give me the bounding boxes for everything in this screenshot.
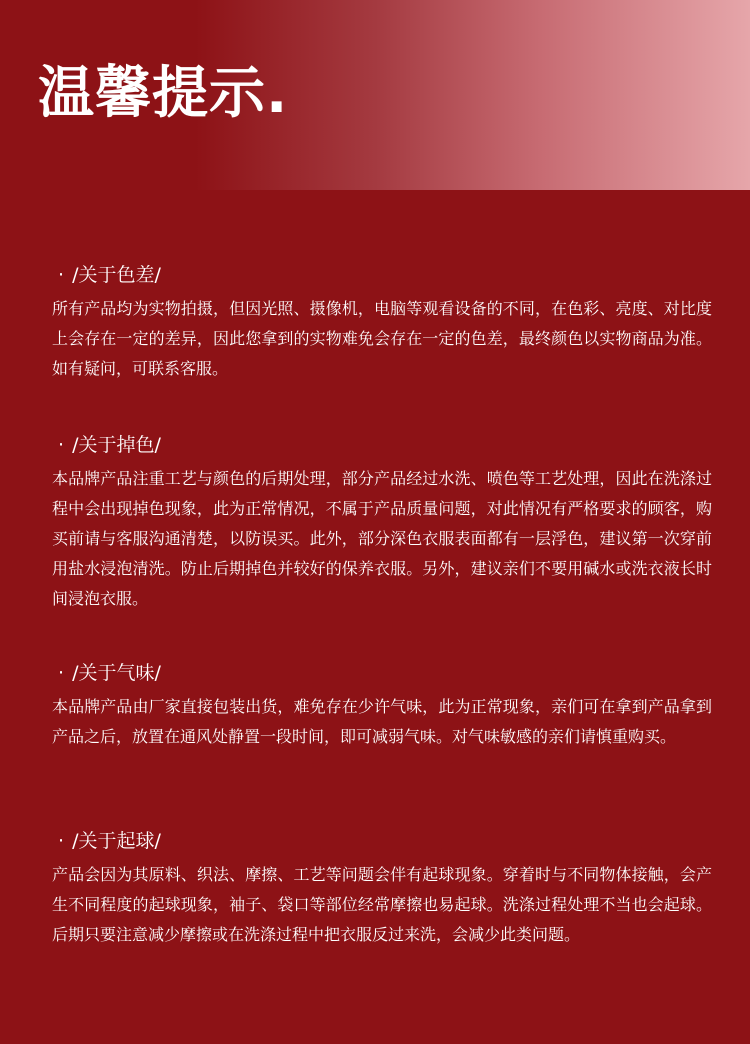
section-color-difference	[52, 262, 712, 384]
section-heading	[52, 262, 712, 288]
section-pilling	[52, 828, 712, 950]
section-fading	[52, 432, 712, 614]
section-odor	[52, 660, 712, 752]
section-body: 本品牌产品注重工艺与颜色的后期处理，部分产品经过水洗、喷色等工艺处理，因此在洗涤过程中会出现掉色现象，此为正常情况，不属于产品质量问题，对此情况有严格要求的顾客，购买前请与客服沟通清楚，以防误买。此外，部分深色衣服表面都有一层浮色，建议第一次穿前用盐水浸泡清洗。防止后期掉色并较好的保养衣服。另外，建议亲们不要用碱水或洗衣液长时间浸泡衣服。	[52, 469, 712, 608]
section-body: 产品会因为其原料、织法、摩擦、工艺等问题会伴有起球现象。穿着时与不同物体接触，会产生不同程度的起球现象，袖子、袋口等部位经常摩擦也易起球。洗涤过程处理不当也会起球。后期只要注意减少摩擦或在洗涤过程中把衣服反过来洗，会减少此类问题。	[52, 865, 712, 944]
bullet-dot: ·	[58, 662, 65, 684]
section-heading	[52, 828, 712, 854]
section-heading	[52, 432, 712, 458]
section-heading-text: /关于气味/	[72, 662, 161, 684]
bullet-dot: ·	[58, 264, 65, 286]
bullet-dot: ·	[58, 830, 65, 852]
section-heading	[52, 660, 712, 686]
section-heading-text: /关于起球/	[72, 830, 161, 852]
page-title: 温馨提示.	[38, 61, 289, 126]
section-heading-text: /关于色差/	[72, 264, 161, 286]
section-heading-text: /关于掉色/	[72, 434, 161, 456]
section-body: 本品牌产品由厂家直接包装出货，难免存在少许气味，此为正常现象，亲们可在拿到产品拿到产品之后，放置在通风处静置一段时间，即可减弱气味。对气味敏感的亲们请慎重购买。	[52, 697, 712, 746]
bullet-dot: ·	[58, 434, 65, 456]
section-body: 所有产品均为实物拍摄，但因光照、摄像机，电脑等观看设备的不同，在色彩、亮度、对比度上会存在一定的差异，因此您拿到的实物难免会存在一定的色差，最终颜色以实物商品为准。如有疑问，可联系客服。	[52, 299, 712, 378]
